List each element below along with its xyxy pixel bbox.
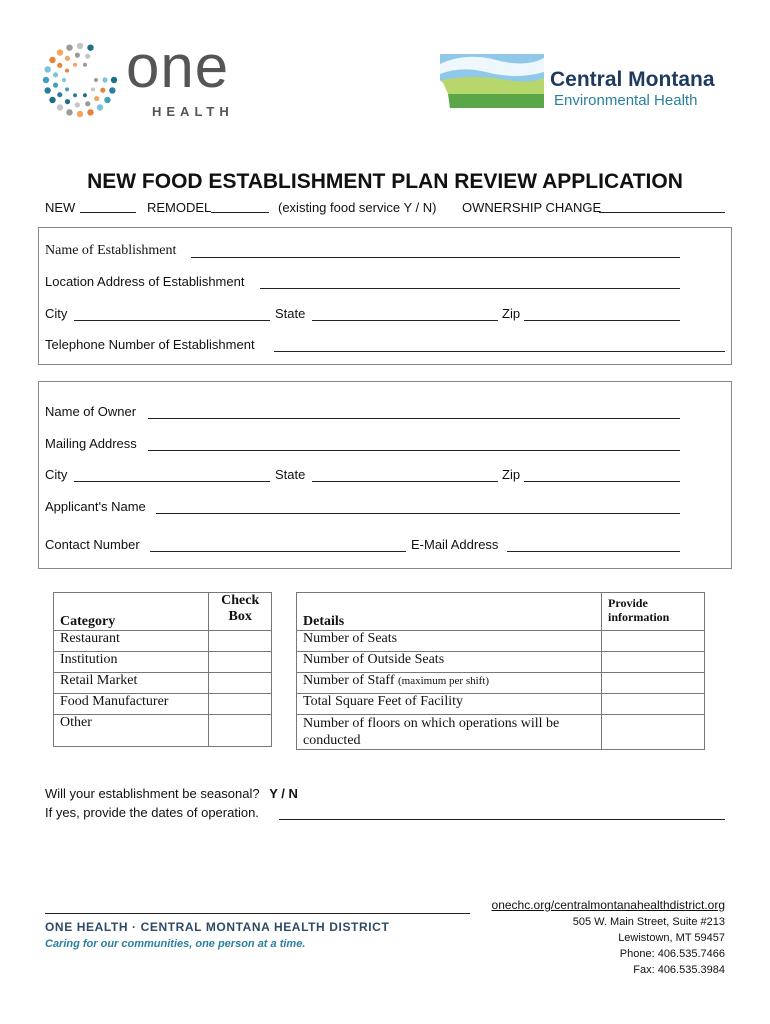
one-health-logo xyxy=(40,33,260,128)
city-label: City xyxy=(45,306,68,321)
footer-phone: Phone: 406.535.7466 xyxy=(619,948,725,960)
telephone-field[interactable] xyxy=(274,350,725,352)
details-table xyxy=(296,592,705,750)
type-existing-label: (existing food service Y / N) xyxy=(278,200,437,215)
provide-info-header: Provide information xyxy=(602,593,705,631)
category-row: Retail Market xyxy=(54,673,209,694)
applicant-name-label: Applicant's Name xyxy=(45,499,146,514)
mailing-address-label: Mailing Address xyxy=(45,436,137,451)
footer-divider xyxy=(45,912,470,914)
type-ownership-label: OWNERSHIP CHANGE xyxy=(462,200,602,215)
checkbox-cell[interactable] xyxy=(209,631,272,652)
owner-zip-field[interactable] xyxy=(524,480,680,482)
category-row: Food Manufacturer xyxy=(54,694,209,715)
type-remodel-label: REMODEL xyxy=(147,200,212,215)
checkbox-cell[interactable] xyxy=(209,673,272,694)
type-new-label: NEW xyxy=(45,200,76,215)
owner-name-field[interactable] xyxy=(148,417,680,419)
details-row: Number of Staff (maximum per shift) xyxy=(297,673,602,694)
category-row: Institution xyxy=(54,652,209,673)
type-new-field[interactable] xyxy=(80,211,136,213)
cmeh-logo xyxy=(436,50,736,120)
footer-address1: 505 W. Main Street, Suite #213 xyxy=(572,916,725,928)
state-field[interactable] xyxy=(312,319,498,321)
type-remodel-field[interactable] xyxy=(211,211,269,213)
one-health-sub: HEALTH xyxy=(152,104,234,119)
establishment-name-label: Name of Establishment xyxy=(45,243,177,258)
details-row: Number of Outside Seats xyxy=(297,652,602,673)
owner-city-field[interactable] xyxy=(74,480,270,482)
page-title: NEW FOOD ESTABLISHMENT PLAN REVIEW APPLICATION xyxy=(87,170,683,193)
footer-tagline: Caring for our communities, one person at a time. xyxy=(45,938,306,950)
email-field[interactable] xyxy=(507,550,680,552)
info-cell[interactable] xyxy=(602,694,705,715)
email-label: E-Mail Address xyxy=(411,537,499,552)
checkbox-cell[interactable] xyxy=(209,652,272,673)
checkbox-cell[interactable] xyxy=(209,694,272,715)
check-box-header: Check Box xyxy=(209,593,272,631)
info-cell[interactable] xyxy=(602,652,705,673)
category-row: Restaurant xyxy=(54,631,209,652)
zip-label: Zip xyxy=(502,306,521,321)
footer-website[interactable]: onechc.org/centralmontanahealthdistrict.org xyxy=(491,898,725,912)
category-table xyxy=(53,592,272,747)
owner-state-field[interactable] xyxy=(312,480,498,482)
footer-org: ONE HEALTH · CENTRAL MONTANA HEALTH DISTRICT xyxy=(45,920,390,934)
one-health-word: one xyxy=(126,33,230,100)
category-row: Other xyxy=(54,715,209,747)
owner-section xyxy=(38,381,732,569)
seasonal-answer[interactable]: Y / N xyxy=(269,786,298,801)
montana-map-icon xyxy=(436,50,548,112)
info-cell[interactable] xyxy=(602,715,705,750)
location-address-label: Location Address of Establishment xyxy=(45,274,245,289)
checkbox-cell[interactable] xyxy=(209,715,272,747)
footer-address2: Lewistown, MT 59457 xyxy=(618,932,725,944)
owner-state-label: State xyxy=(275,467,306,482)
cmeh-line2: Environmental Health xyxy=(554,92,698,109)
details-row: Number of floors on which operations will be conducted xyxy=(297,715,602,750)
category-header: Category xyxy=(54,593,209,631)
telephone-label: Telephone Number of Establishment xyxy=(45,337,255,352)
footer-fax: Fax: 406.535.3984 xyxy=(633,964,725,976)
owner-city-label: City xyxy=(45,467,68,482)
contact-number-field[interactable] xyxy=(150,550,406,552)
type-ownership-field[interactable] xyxy=(599,211,725,213)
zip-field[interactable] xyxy=(524,319,680,321)
owner-zip-label: Zip xyxy=(502,467,521,482)
city-field[interactable] xyxy=(74,319,270,321)
dates-field[interactable] xyxy=(279,818,725,820)
location-address-field[interactable] xyxy=(260,287,680,289)
info-cell[interactable] xyxy=(602,673,705,694)
state-label: State xyxy=(275,306,306,321)
dot-ring-icon xyxy=(40,40,120,120)
info-cell[interactable] xyxy=(602,631,705,652)
details-row: Number of Seats xyxy=(297,631,602,652)
applicant-name-field[interactable] xyxy=(156,512,680,514)
contact-number-label: Contact Number xyxy=(45,537,140,552)
dates-label: If yes, provide the dates of operation. xyxy=(45,805,259,820)
cmeh-line1: Central Montana xyxy=(550,68,715,91)
owner-name-label: Name of Owner xyxy=(45,404,137,419)
mailing-address-field[interactable] xyxy=(148,449,680,451)
seasonal-question: Will your establishment be seasonal? Y / N xyxy=(45,786,298,801)
details-header: Details xyxy=(297,593,602,631)
establishment-name-field[interactable] xyxy=(191,256,680,258)
details-row: Total Square Feet of Facility xyxy=(297,694,602,715)
